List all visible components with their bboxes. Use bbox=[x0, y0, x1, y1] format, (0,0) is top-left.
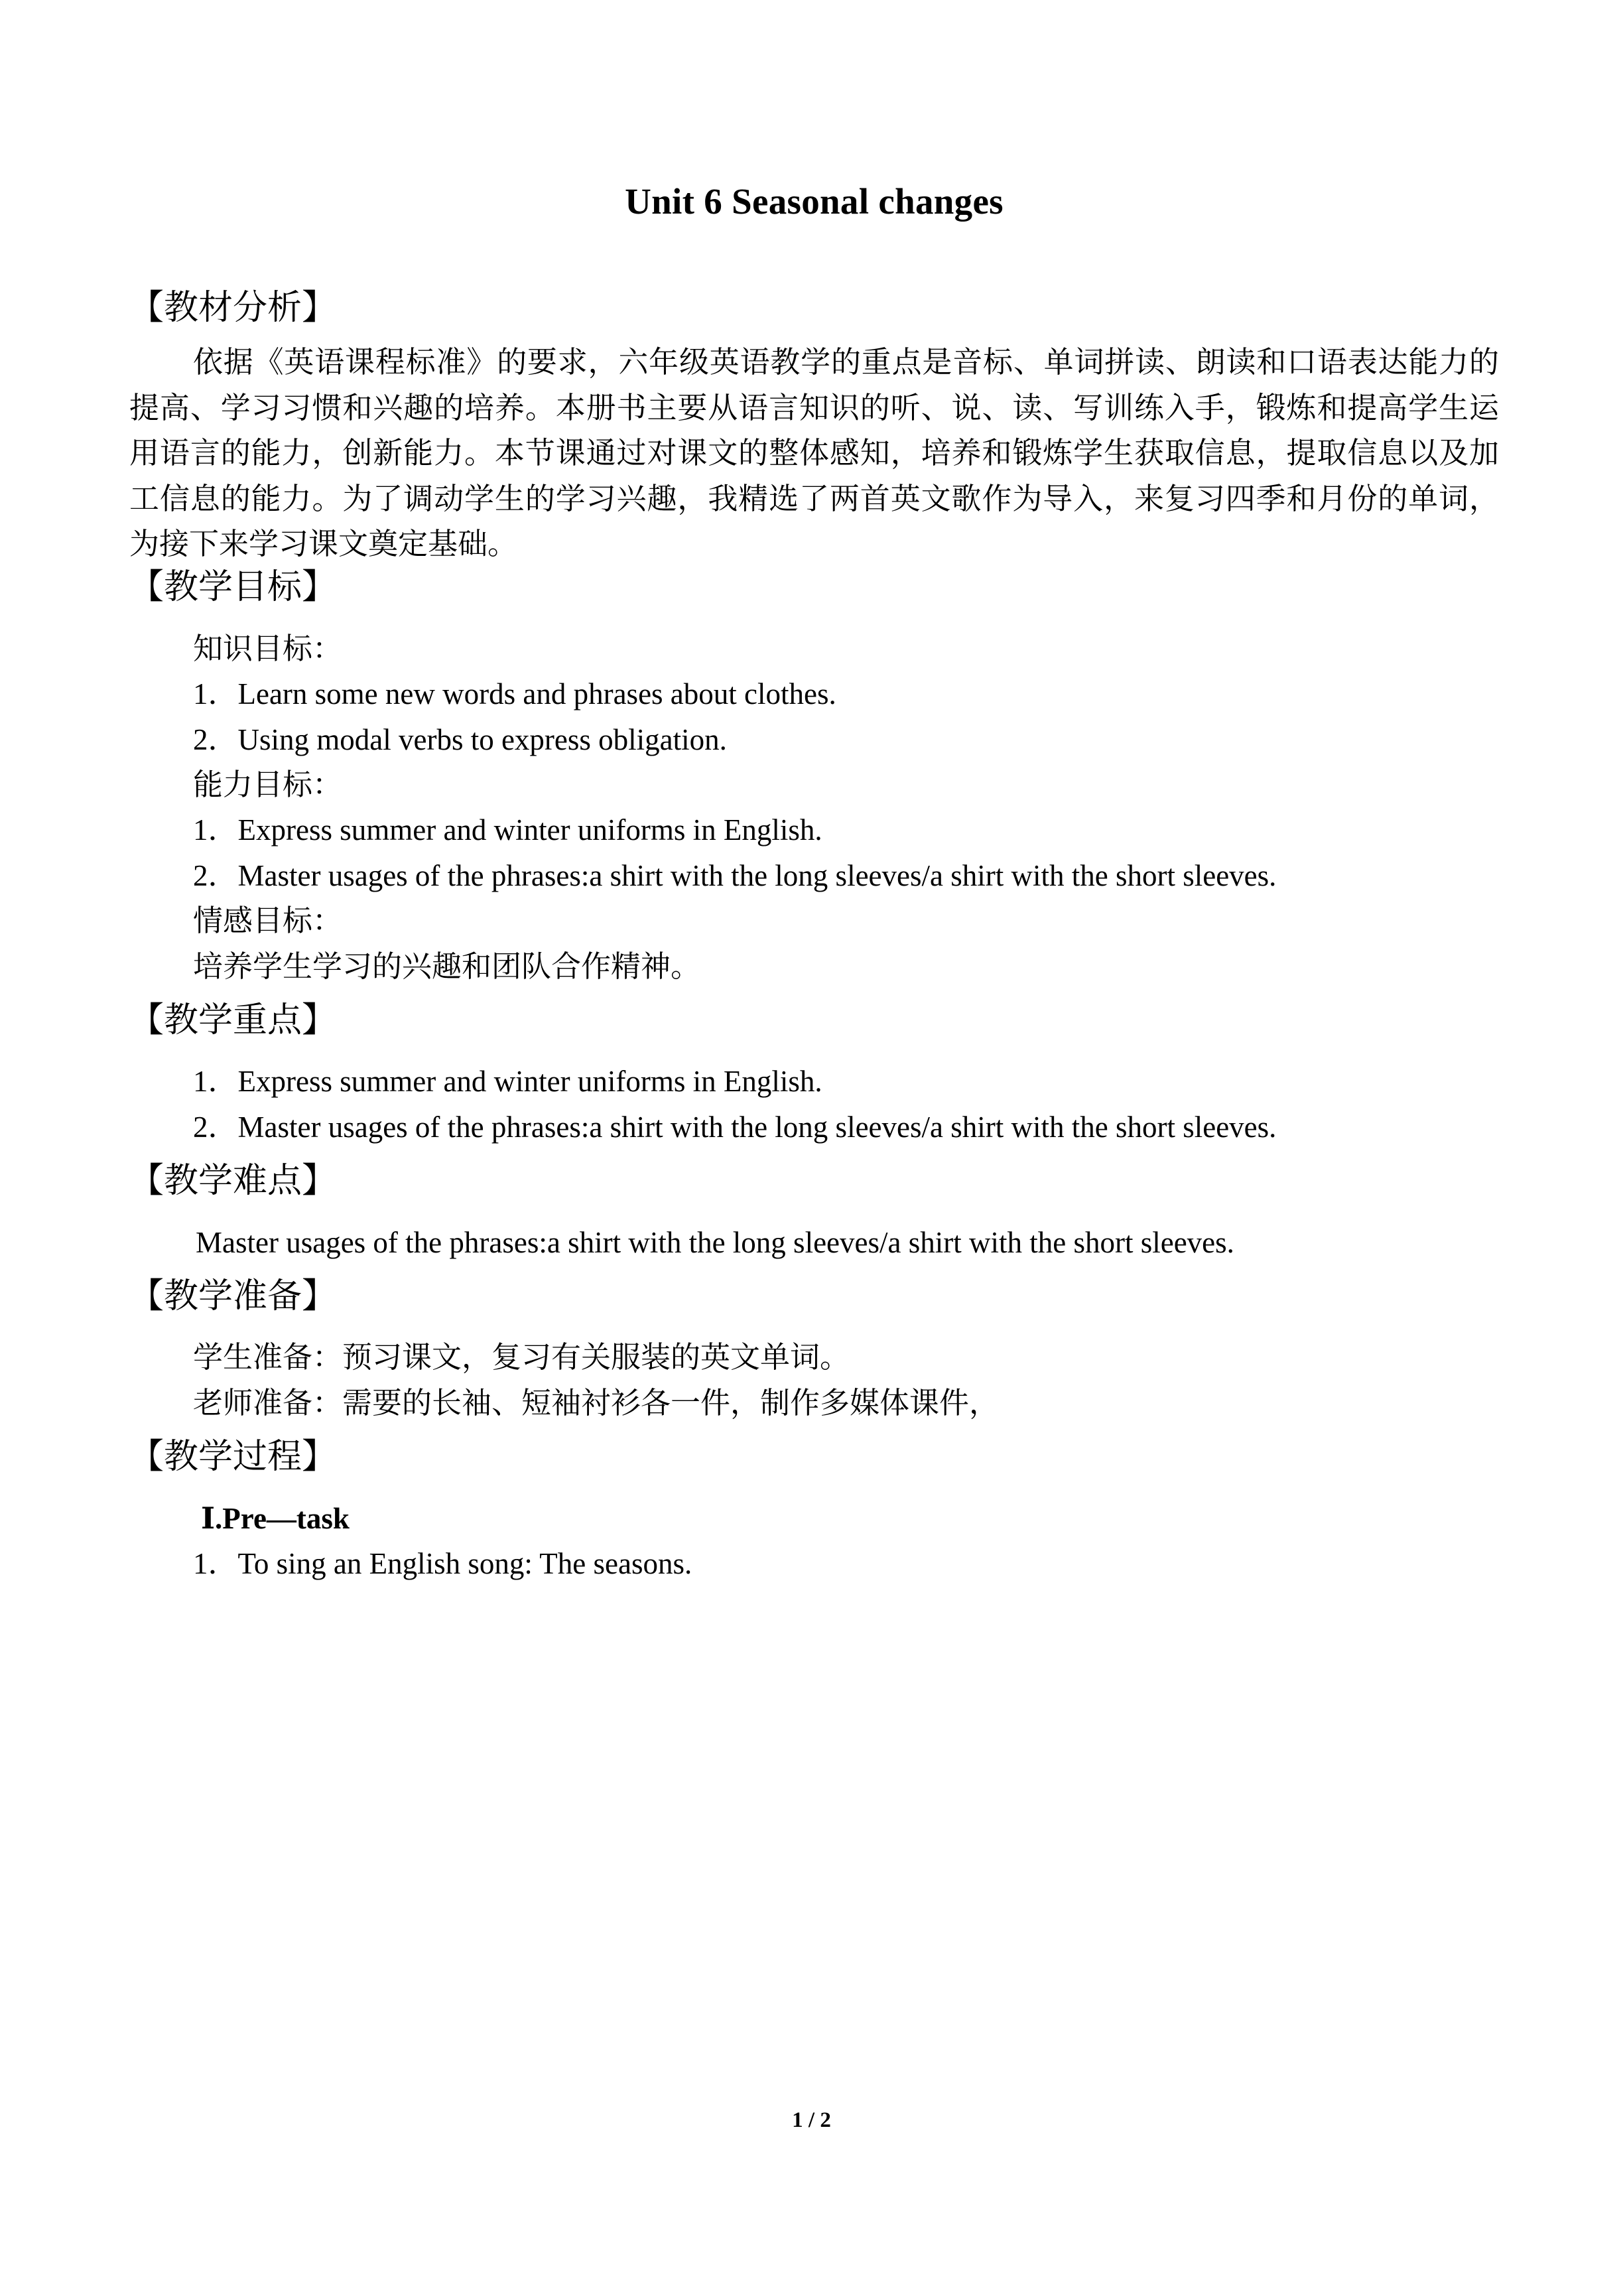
textbook-analysis-paragraph: 依据《英语课程标准》的要求，六年级英语教学的重点是音标、单词拼读、朗读和口语表达能力的提高、学习习惯和兴趣的培养。本册书主要从语言知识的听、说、读、写训练入手，锻炼和提高学生运用语言的能力，创新能力。本节课通过对课文的整体感知，培养和锻炼学生获取信息，提取信息以及加工信息的能力。为了调动学生的学习兴趣，我精选了两首英文歌作为导入，来复习四季和月份的单词，为接下来学习课文奠定基础。 bbox=[129, 346, 1499, 561]
section-heading-key-points: 【教学重点】 bbox=[129, 1001, 337, 1040]
document-content bbox=[129, 0, 1499, 1586]
knowledge-objective-label: 知识目标： bbox=[193, 632, 343, 665]
section-heading-difficult-points: 【教学难点】 bbox=[129, 1162, 337, 1201]
ability-objective-label: 能力目标： bbox=[193, 768, 343, 801]
pre-task-item-1: 1．To sing an English song: The seasons. bbox=[193, 1547, 692, 1581]
page-footer: 1 / 2 bbox=[792, 2108, 831, 2132]
knowledge-objective-item-2: 2．Using modal verbs to express obligation. bbox=[193, 722, 727, 756]
section-heading-textbook-analysis: 【教材分析】 bbox=[129, 289, 337, 327]
section-heading-teaching-preparation: 【教学准备】 bbox=[129, 1278, 337, 1316]
page-title: Unit 6 Seasonal changes bbox=[625, 181, 1004, 222]
ability-objective-item-2: 2．Master usages of the phrases:a shirt with the long sleeves/a shirt with the short sleeves. bbox=[193, 858, 1277, 892]
emotion-objective-text: 培养学生学习的兴趣和团队合作精神。 bbox=[193, 949, 701, 983]
section-heading-teaching-objectives: 【教学目标】 bbox=[129, 569, 337, 607]
pre-task-subheading: Ⅰ.Pre—task bbox=[201, 1501, 350, 1535]
key-point-item-2: 2．Master usages of the phrases:a shirt with the long sleeves/a shirt with the short sleeves. bbox=[193, 1110, 1277, 1144]
preparation-item-teacher: 老师准备：需要的长袖、短袖衬衫各一件，制作多媒体课件， bbox=[193, 1386, 1000, 1420]
preparation-item-student: 学生准备：预习课文，复习有关服装的英文单词。 bbox=[193, 1341, 850, 1375]
emotion-objective-label: 情感目标： bbox=[193, 904, 343, 938]
difficult-point-text: Master usages of the phrases:a shirt with the long sleeves/a shirt with the short sleeves. bbox=[196, 1225, 1234, 1259]
knowledge-objective-item-1: 1．Learn some new words and phrases about clothes. bbox=[193, 677, 836, 711]
ability-objective-item-1: 1．Express summer and winter uniforms in English. bbox=[193, 813, 822, 847]
key-point-item-1: 1．Express summer and winter uniforms in English. bbox=[193, 1065, 822, 1099]
section-heading-teaching-process: 【教学过程】 bbox=[129, 1438, 337, 1477]
